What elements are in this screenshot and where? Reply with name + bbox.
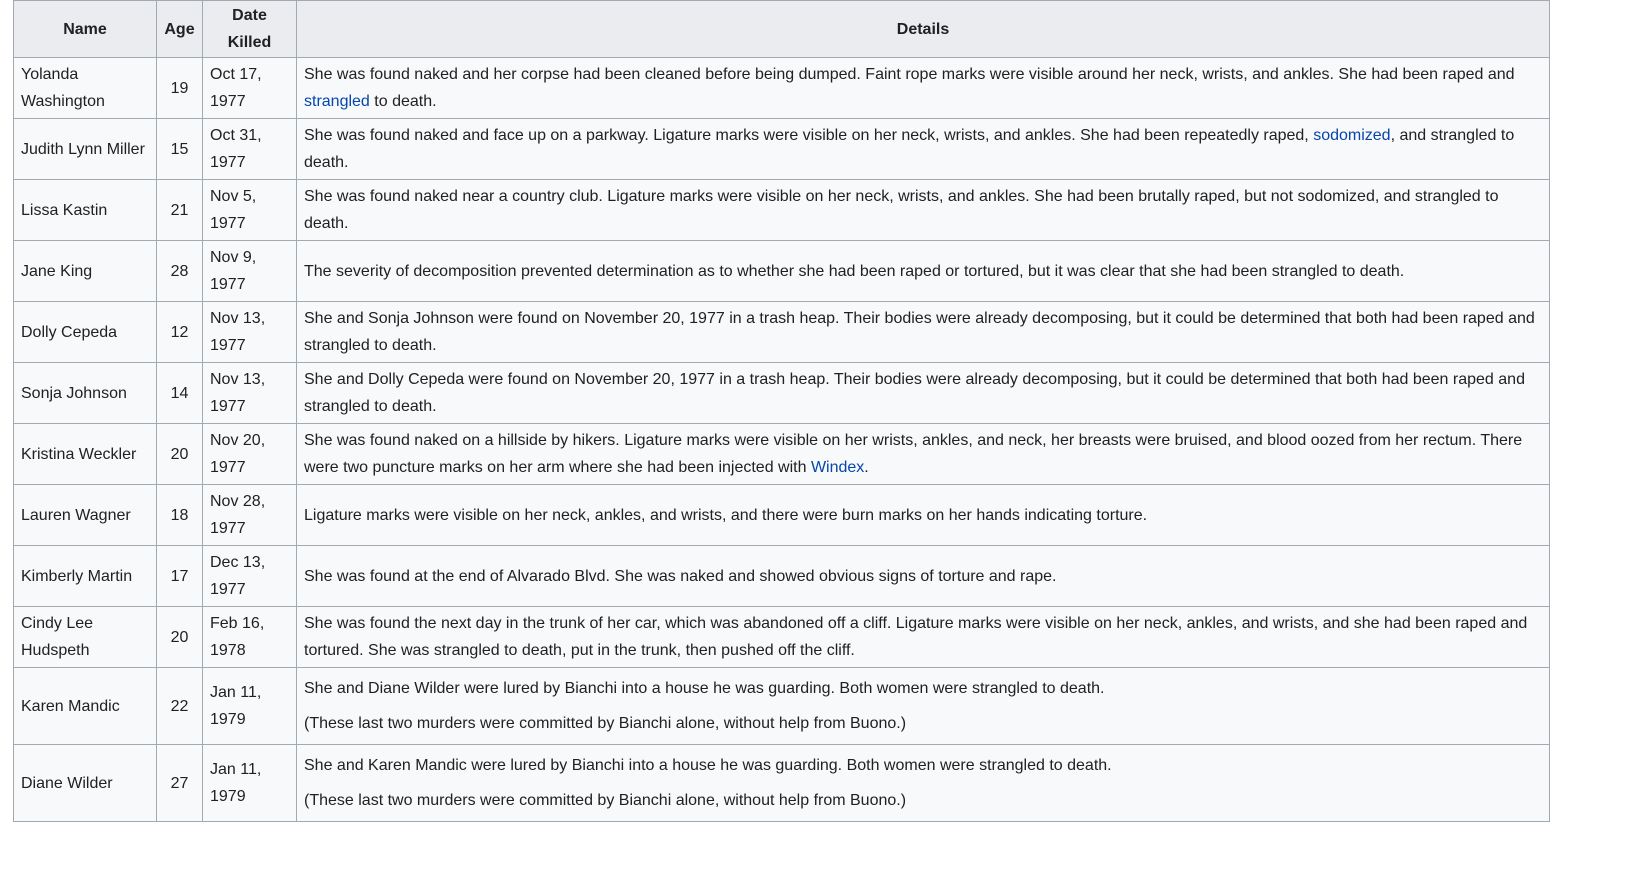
table-row	[14, 180, 1550, 241]
victim-age: 12	[157, 302, 203, 363]
victim-details: She was found naked near a country club. Ligature marks were visible on her neck, wrists, and ankles. She had been brutally raped, but not sodomized, and strangled to death.	[297, 180, 1550, 241]
details-note: (These last two murders were committed by Bianchi alone, without help from Buono.)	[304, 715, 907, 732]
date-killed: Oct 17, 1977	[203, 58, 297, 119]
date-killed: Nov 9, 1977	[203, 241, 297, 302]
table-row	[14, 119, 1550, 180]
details-note: (These last two murders were committed by Bianchi alone, without help from Buono.)	[304, 792, 907, 809]
victim-name: Karen Mandic	[14, 668, 157, 745]
victim-age: 28	[157, 241, 203, 302]
sodomized-link[interactable]: sodomized	[1313, 127, 1391, 144]
header-row	[14, 1, 1550, 58]
victim-name: Jane King	[14, 241, 157, 302]
header-age: Age	[157, 1, 203, 58]
table-row	[14, 668, 1550, 745]
table-row	[14, 241, 1550, 302]
victim-age: 15	[157, 119, 203, 180]
victim-age: 18	[157, 485, 203, 546]
date-killed: Nov 28, 1977	[203, 485, 297, 546]
header-date-killed: Date Killed	[203, 1, 297, 58]
victim-details	[297, 119, 1550, 180]
victim-details: The severity of decomposition prevented determination as to whether she had been raped or tortured, but it was clear that she had been strangled to death.	[297, 241, 1550, 302]
date-killed: Nov 13, 1977	[203, 302, 297, 363]
victim-name: Dolly Cepeda	[14, 302, 157, 363]
table-row	[14, 485, 1550, 546]
victim-name: Sonja Johnson	[14, 363, 157, 424]
victim-age: 20	[157, 424, 203, 485]
victim-age: 14	[157, 363, 203, 424]
date-killed: Feb 16, 1978	[203, 607, 297, 668]
details-paragraph: She and Karen Mandic were lured by Bianchi into a house he was guarding. Both women were strangled to death.	[304, 757, 1112, 774]
date-killed: Jan 11, 1979	[203, 745, 297, 822]
victim-details	[297, 745, 1550, 822]
victim-details	[297, 58, 1550, 119]
strangled-link[interactable]: strangled	[304, 93, 370, 110]
victim-name: Kristina Weckler	[14, 424, 157, 485]
victim-details: She was found at the end of Alvarado Blvd. She was naked and showed obvious signs of torture and rape.	[297, 546, 1550, 607]
victim-name: Lauren Wagner	[14, 485, 157, 546]
victim-details: She and Dolly Cepeda were found on November 20, 1977 in a trash heap. Their bodies were already decomposing, but it could be determined that both had been raped and strangled to death.	[297, 363, 1550, 424]
victim-age: 17	[157, 546, 203, 607]
date-killed: Oct 31, 1977	[203, 119, 297, 180]
victim-name: Yolanda Washington	[14, 58, 157, 119]
header-details: Details	[297, 1, 1550, 58]
victim-details	[297, 668, 1550, 745]
details-paragraph: She and Diane Wilder were lured by Bianchi into a house he was guarding. Both women were strangled to death.	[304, 680, 1105, 697]
victim-details	[297, 424, 1550, 485]
table-row	[14, 58, 1550, 119]
details-text: She was found naked and face up on a parkway. Ligature marks were visible on her neck, wrists, and ankles. She had been repeatedly raped,	[304, 127, 1314, 144]
victim-age: 20	[157, 607, 203, 668]
victim-name: Cindy Lee Hudspeth	[14, 607, 157, 668]
victim-name: Judith Lynn Miller	[14, 119, 157, 180]
victim-name: Diane Wilder	[14, 745, 157, 822]
details-text: She was found naked on a hillside by hikers. Ligature marks were visible on her wrists, ankles, and neck, her breasts were bruised, and blood oozed from her rectum. There were two puncture marks on her arm where she had been injected with	[304, 432, 1523, 476]
victim-age: 27	[157, 745, 203, 822]
date-killed: Dec 13, 1977	[203, 546, 297, 607]
table-row	[14, 363, 1550, 424]
victim-details: Ligature marks were visible on her neck, ankles, and wrists, and there were burn marks on her hands indicating torture.	[297, 485, 1550, 546]
header-name: Name	[14, 1, 157, 58]
table-row	[14, 607, 1550, 668]
details-text: to death.	[369, 93, 437, 110]
victim-age: 21	[157, 180, 203, 241]
victim-age: 22	[157, 668, 203, 745]
date-killed: Nov 5, 1977	[203, 180, 297, 241]
details-text: .	[864, 459, 869, 476]
victims-table	[13, 0, 1550, 822]
date-killed: Jan 11, 1979	[203, 668, 297, 745]
date-killed: Nov 20, 1977	[203, 424, 297, 485]
victim-details: She and Sonja Johnson were found on November 20, 1977 in a trash heap. Their bodies were already decomposing, but it could be determined that both had been raped and strangled to death.	[297, 302, 1550, 363]
windex-link[interactable]: Windex	[810, 459, 865, 476]
victim-age: 19	[157, 58, 203, 119]
table-row	[14, 745, 1550, 822]
table-row	[14, 302, 1550, 363]
table-row	[14, 424, 1550, 485]
victim-details: She was found the next day in the trunk of her car, which was abandoned off a cliff. Ligature marks were visible on her neck, ankles, and wrists, and she had been raped and tortured. She was strangled to death, put in the trunk, then pushed off the cliff.	[297, 607, 1550, 668]
details-text: She was found naked and her corpse had been cleaned before being dumped. Faint rope marks were visible around her neck, wrists, and ankles. She had been raped and	[304, 66, 1515, 83]
victim-name: Kimberly Martin	[14, 546, 157, 607]
table-row	[14, 546, 1550, 607]
details-text: , and strangled to death.	[304, 127, 1515, 171]
victim-name: Lissa Kastin	[14, 180, 157, 241]
date-killed: Nov 13, 1977	[203, 363, 297, 424]
